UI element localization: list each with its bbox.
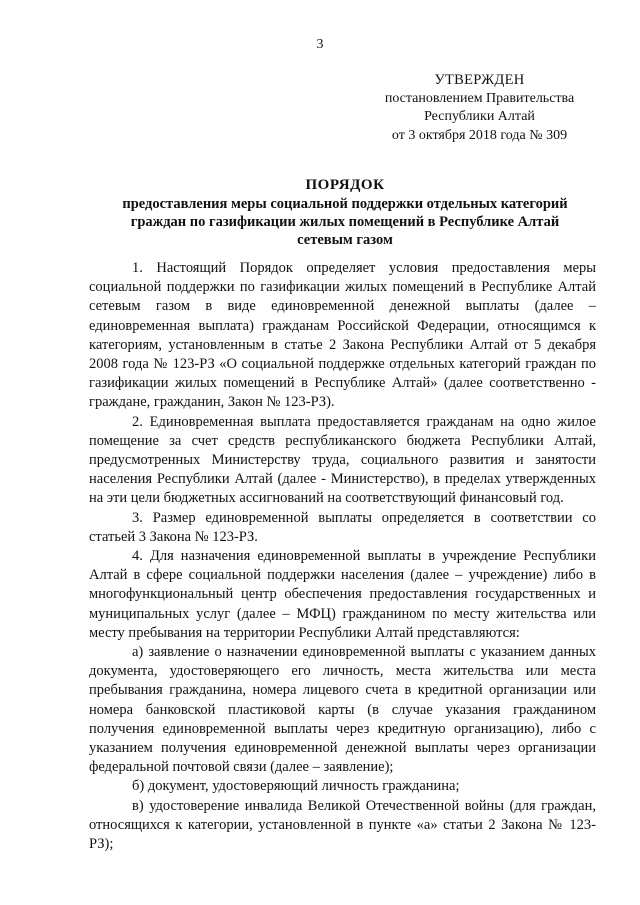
title-line-3: сетевым газом — [297, 232, 393, 248]
title-line-2: граждан по газификации жилых помещений в Республике Алтай — [130, 214, 560, 230]
paragraph-4: 4. Для назначения единовременной выплаты в учреждение Республики Алтай в сфере социальной поддержки населения (далее – учреждение) либо в многофункциональный центр обеспечения предоставления государственных и муниципальных услуг (далее – МФЦ) гражданином по месту жительства или месту пребывания на территории Республики Алтай представляются: — [89, 548, 596, 641]
paragraph-2: 2. Единовременная выплата предоставляется гражданам на одно жилое помещение за счет средств республиканского бюджета Республики Алтай, предусмотренных Министерству труда, социального развития и занятости населения Республики Алтай (далее - Министерство), в пределах утвержденных на эти цели бюджетных ассигнований на соответствующий финансовый год. — [89, 413, 596, 507]
paragraph-4v: в) удостоверение инвалида Великой Отечественной войны (для граждан, относящихся к категории, установленной в пункте «а» статьи 2 Закона № 123-РЗ); — [89, 797, 596, 853]
title-main: ПОРЯДОК — [305, 177, 385, 193]
document-body — [89, 259, 596, 854]
paragraph-1: 1. Настоящий Порядок определяет условия предоставления меры социальной поддержки по газификации жилых помещений в Республике Алтай сетевым газом в виде единовременной денежной выплаты (далее – единовременная выплата) гражданам Российской Федерации, относящимся к категориям, установленным в статье 2 Закона Республики Алтай от 5 декабря 2008 года № 123-РЗ «О социальной поддержке отдельных категорий граждан по газификации жилых помещений в Республике Алтай» (далее соответственно - граждане, гражданин, Закон № 123-РЗ). — [89, 260, 596, 411]
approval-line-3: от 3 октября 2018 года № 309 — [391, 127, 568, 143]
paragraph-4a: а) заявление о назначении единовременной выплаты с указанием данных документа, удостоверяющего его личность, места жительства или места пребывания гражданина, номера лицевого счета в кредитной организации или номера банковской пластиковой карты (в случае указания гражданином получения единовременной выплаты через кредитную организацию), либо с указанием получения единовременной денежной выплаты через организации федеральной почтовой связи (далее – заявление); — [89, 644, 596, 776]
page-number: 3 — [316, 37, 324, 52]
paragraph-4b: б) документ, удостоверяющий личность гражданина; — [132, 778, 460, 795]
document-title — [100, 176, 590, 249]
approval-heading: УТВЕРЖДЕН — [434, 72, 525, 88]
paragraph-3: 3. Размер единовременной выплаты определяется в соответствии со статьей 3 Закона № 123-РЗ. — [89, 509, 596, 545]
approval-stamp — [372, 71, 587, 145]
approval-line-2: Республики Алтай — [424, 109, 535, 124]
approval-line-1: постановлением Правительства — [384, 90, 575, 106]
title-line-1: предоставления меры социальной поддержки отдельных категорий — [122, 196, 568, 212]
